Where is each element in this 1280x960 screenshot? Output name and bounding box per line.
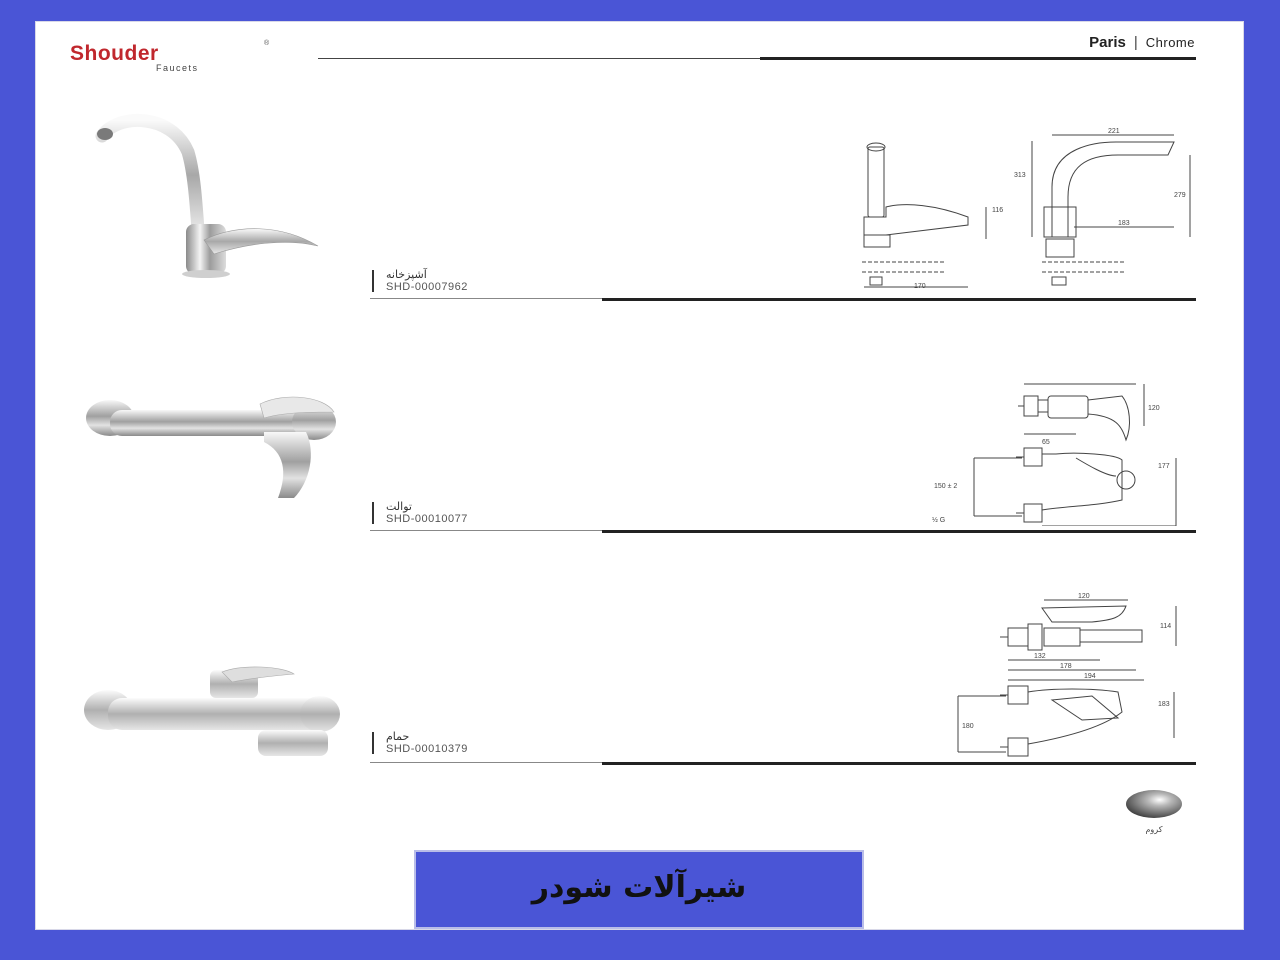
dim-label: 221 xyxy=(1108,128,1120,135)
title-separator: | xyxy=(1133,34,1138,51)
product-code: SHD-00010379 xyxy=(386,743,468,755)
product-name-kitchen xyxy=(372,268,468,294)
dim-label: 150 ± 2 xyxy=(934,483,958,490)
dim-label: ½ G xyxy=(932,517,946,524)
product-photo-toilet xyxy=(84,382,344,512)
brand-name: Shouder xyxy=(70,42,159,65)
dim-label: 183 xyxy=(1158,701,1170,708)
dim-label: 114 xyxy=(1160,623,1172,630)
dim-label: 177 xyxy=(1158,463,1170,470)
finish-name: Chrome xyxy=(1145,35,1195,50)
registered-mark: ® xyxy=(264,40,270,47)
dim-label: 279 xyxy=(1174,192,1186,199)
product-rule-thin xyxy=(370,298,602,299)
dim-label: 116 xyxy=(992,207,1004,214)
product-code: SHD-00010077 xyxy=(386,513,468,525)
kitchen-faucet-image xyxy=(86,112,336,287)
dim-label: 132 xyxy=(1034,653,1046,660)
footer-text: شیرآلات شودر xyxy=(531,870,747,905)
brand-logo xyxy=(70,40,270,73)
product-rule-thick xyxy=(602,530,1196,533)
series-name: Paris xyxy=(1089,34,1126,51)
technical-drawing-toilet xyxy=(926,376,1196,526)
product-title: حمام xyxy=(386,730,410,743)
product-rule-thin xyxy=(370,530,602,531)
dim-label: 178 xyxy=(1060,663,1072,670)
header-rule-thin xyxy=(318,58,762,59)
product-title: توالت xyxy=(386,500,412,513)
dim-label: 120 xyxy=(1078,593,1090,600)
page-title xyxy=(1089,34,1195,52)
footer-banner xyxy=(414,850,864,929)
product-title: آشپزخانه xyxy=(386,268,427,281)
product-name-bath xyxy=(372,730,468,756)
product-code: SHD-00007962 xyxy=(386,281,468,293)
dim-label: 65 xyxy=(1042,439,1050,446)
technical-drawing-kitchen xyxy=(856,127,1196,297)
header-rule-thick xyxy=(760,57,1196,60)
catalog-page xyxy=(36,22,1243,929)
product-photo-kitchen xyxy=(86,112,336,287)
brand-tagline: Faucets xyxy=(156,63,199,73)
product-name-toilet xyxy=(372,500,468,526)
swatch-label: کروم xyxy=(1145,825,1163,834)
dim-label: 183 xyxy=(1118,220,1130,227)
dim-label: 313 xyxy=(1014,172,1026,179)
product-photo-bath xyxy=(82,660,342,770)
finish-swatch xyxy=(1126,788,1186,834)
chrome-swatch-icon xyxy=(1126,788,1186,820)
dim-label: 170 xyxy=(914,283,926,290)
dim-label: 120 xyxy=(1148,405,1160,412)
dim-label: 180 xyxy=(962,723,974,730)
product-rule-thick xyxy=(602,298,1196,301)
product-rule-thick xyxy=(602,762,1196,765)
technical-drawing-bath xyxy=(952,588,1196,758)
dim-label: 194 xyxy=(1084,673,1096,680)
product-rule-thin xyxy=(370,762,602,763)
